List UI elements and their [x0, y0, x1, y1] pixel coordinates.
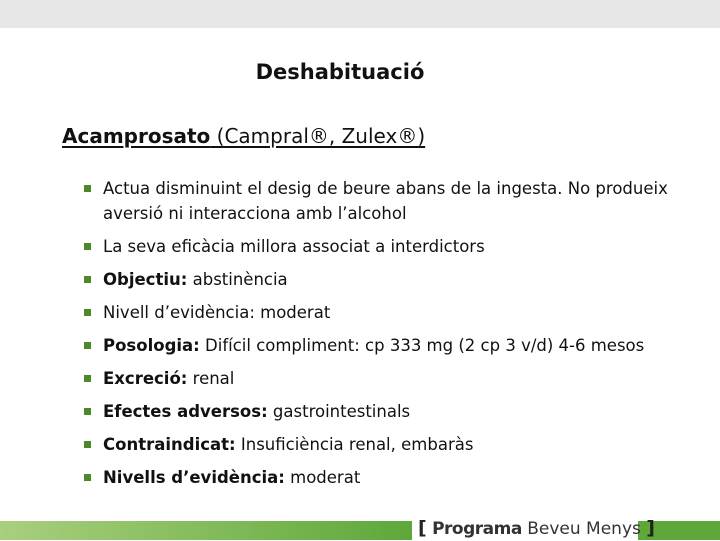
bullet-square-icon	[84, 309, 91, 316]
bullet-text: Insuficiència renal, embaràs	[235, 435, 474, 454]
bullet-item	[84, 267, 694, 292]
slide-subtitle	[62, 124, 425, 148]
bullet-square-icon	[84, 474, 91, 481]
bullet-item	[84, 234, 694, 259]
bullet-item	[84, 333, 694, 358]
bullet-item	[84, 465, 694, 490]
program-word: Programa	[432, 519, 522, 539]
program-logo	[418, 516, 655, 540]
bullet-text: Nivell d’evidència: moderat	[103, 303, 331, 322]
bullet-list	[84, 176, 694, 498]
bullet-text: Actua disminuint el desig de beure abans de la ingesta. No produeix aversió ni interacciona amb l’alcohol	[103, 179, 668, 223]
bullet-item	[84, 300, 694, 325]
bullet-text: abstinència	[187, 270, 288, 289]
bullet-text: moderat	[284, 468, 361, 487]
bullet-square-icon	[84, 185, 91, 192]
drug-name: Acamprosato	[62, 124, 211, 148]
bullet-label: Objectiu:	[103, 270, 188, 289]
bullet-item	[84, 366, 694, 391]
bullet-item	[84, 176, 694, 226]
bullet-label: Posologia:	[103, 336, 200, 355]
bullet-label: Nivells d’evidència:	[103, 468, 285, 487]
bullet-square-icon	[84, 342, 91, 349]
bullet-text: La seva eficàcia millora associat a interdictors	[103, 237, 485, 256]
bullet-label: Efectes adversos:	[103, 402, 268, 421]
bullet-item	[84, 432, 694, 457]
bullet-text: gastrointestinals	[267, 402, 411, 421]
bullet-square-icon	[84, 243, 91, 250]
bullet-text: Difícil compliment: cp 333 mg (2 cp 3 v/d) 4-6 mesos	[199, 336, 645, 355]
footer-green-stripe-left	[0, 521, 412, 540]
bullet-square-icon	[84, 408, 91, 415]
bullet-text: renal	[187, 369, 235, 388]
bullet-label: Contraindicat:	[103, 435, 236, 454]
bullet-item	[84, 399, 694, 424]
close-bracket: ]	[646, 517, 655, 539]
bullet-square-icon	[84, 375, 91, 382]
slide-title: Deshabituació	[255, 60, 425, 84]
bullet-square-icon	[84, 441, 91, 448]
open-bracket: [	[418, 517, 427, 539]
top-band	[0, 0, 720, 28]
bullet-label: Excreció:	[103, 369, 188, 388]
program-brand: Beveu Menys	[521, 519, 647, 539]
bullet-square-icon	[84, 276, 91, 283]
brand-names: (Campral®, Zulex®)	[210, 124, 426, 148]
